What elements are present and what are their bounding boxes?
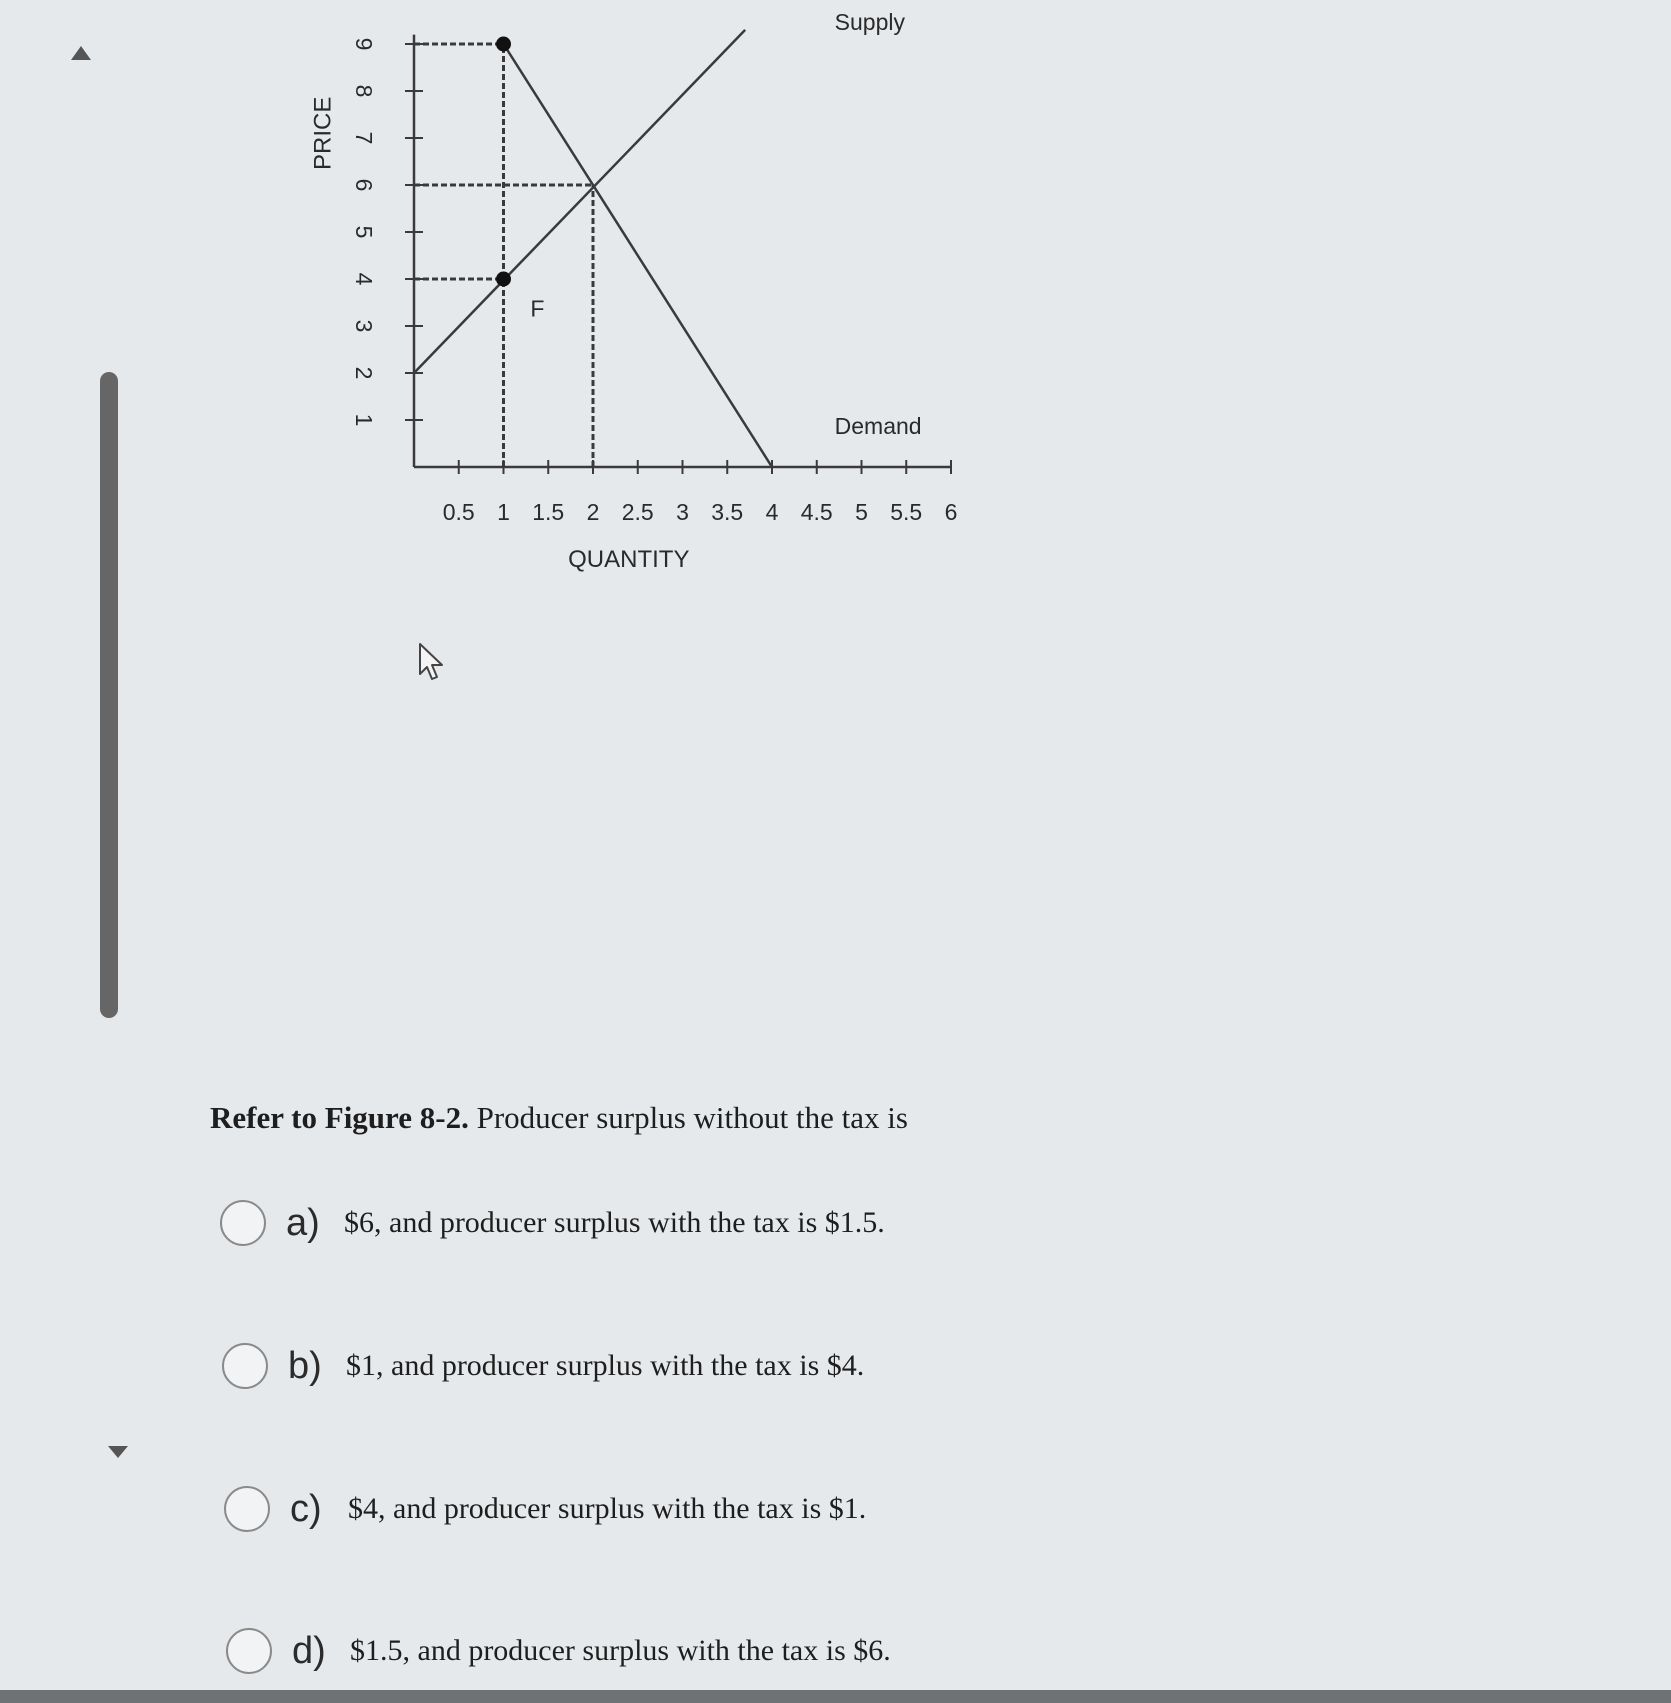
option-a-radio[interactable]: [220, 1200, 266, 1246]
y-tick-label: 2: [351, 366, 377, 380]
annotation-supply: Supply: [834, 8, 905, 35]
question-text: [210, 1100, 908, 1136]
x-tick-label: 4: [765, 499, 779, 525]
y-tick-label: 8: [351, 84, 377, 98]
x-tick-label: 1.5: [532, 499, 565, 525]
scroll-down-icon[interactable]: [108, 1446, 128, 1458]
option-d-text: $1.5, and producer surplus with the tax is $6.: [350, 1634, 891, 1667]
x-tick-label: 0.5: [442, 499, 475, 525]
chart-svg: [0, 0, 1000, 600]
question-body: Producer surplus without the tax is: [468, 1100, 908, 1135]
option-b[interactable]: [222, 1343, 864, 1389]
bottom-edge-bar: [0, 1690, 1671, 1703]
option-b-radio[interactable]: [222, 1343, 268, 1389]
x-tick-label: 5.5: [890, 499, 923, 525]
arrow-cursor-icon: [418, 642, 448, 682]
option-a-text: $6, and producer surplus with the tax is $1.5.: [344, 1206, 885, 1239]
y-tick-label: 3: [351, 319, 377, 333]
option-d-radio[interactable]: [226, 1628, 272, 1674]
x-tick-label: 2: [586, 499, 600, 525]
y-tick-label: 6: [351, 178, 377, 192]
x-tick-label: 6: [944, 499, 958, 525]
x-tick-label: 3.5: [711, 499, 744, 525]
marked-point: [496, 37, 511, 52]
option-a-letter: a): [286, 1201, 320, 1244]
x-axis-label: QUANTITY: [568, 546, 690, 573]
y-tick-label: 4: [351, 272, 377, 286]
option-d[interactable]: [226, 1628, 891, 1674]
x-tick-label: 1: [497, 499, 510, 525]
annotation-demand: Demand: [834, 413, 922, 440]
y-axis-label: PRICE: [309, 96, 337, 170]
option-c-text: $4, and producer surplus with the tax is $1.: [348, 1492, 867, 1525]
demand-curve: [504, 44, 773, 467]
question-figure-ref: Refer to Figure 8-2.: [210, 1100, 469, 1135]
option-c-letter: c): [290, 1487, 322, 1530]
y-tick-label: 9: [351, 37, 377, 51]
y-tick-label: 1: [351, 413, 377, 427]
y-tick-label: 5: [351, 225, 377, 239]
y-tick-label: 7: [351, 131, 377, 145]
option-c[interactable]: [224, 1486, 866, 1532]
annotation-f: F: [530, 295, 545, 322]
option-d-letter: d): [292, 1629, 326, 1672]
option-b-letter: b): [288, 1344, 322, 1387]
x-tick-label: 2.5: [621, 499, 654, 525]
x-tick-label: 3: [676, 499, 689, 525]
x-tick-label: 5: [855, 499, 868, 525]
option-c-radio[interactable]: [224, 1486, 270, 1532]
figure-8-2: [0, 0, 1000, 600]
marked-point: [496, 272, 511, 287]
option-b-text: $1, and producer surplus with the tax is $4.: [346, 1349, 865, 1382]
supply-curve: [414, 30, 745, 373]
option-a[interactable]: [220, 1200, 885, 1246]
x-tick-label: 4.5: [800, 499, 833, 525]
